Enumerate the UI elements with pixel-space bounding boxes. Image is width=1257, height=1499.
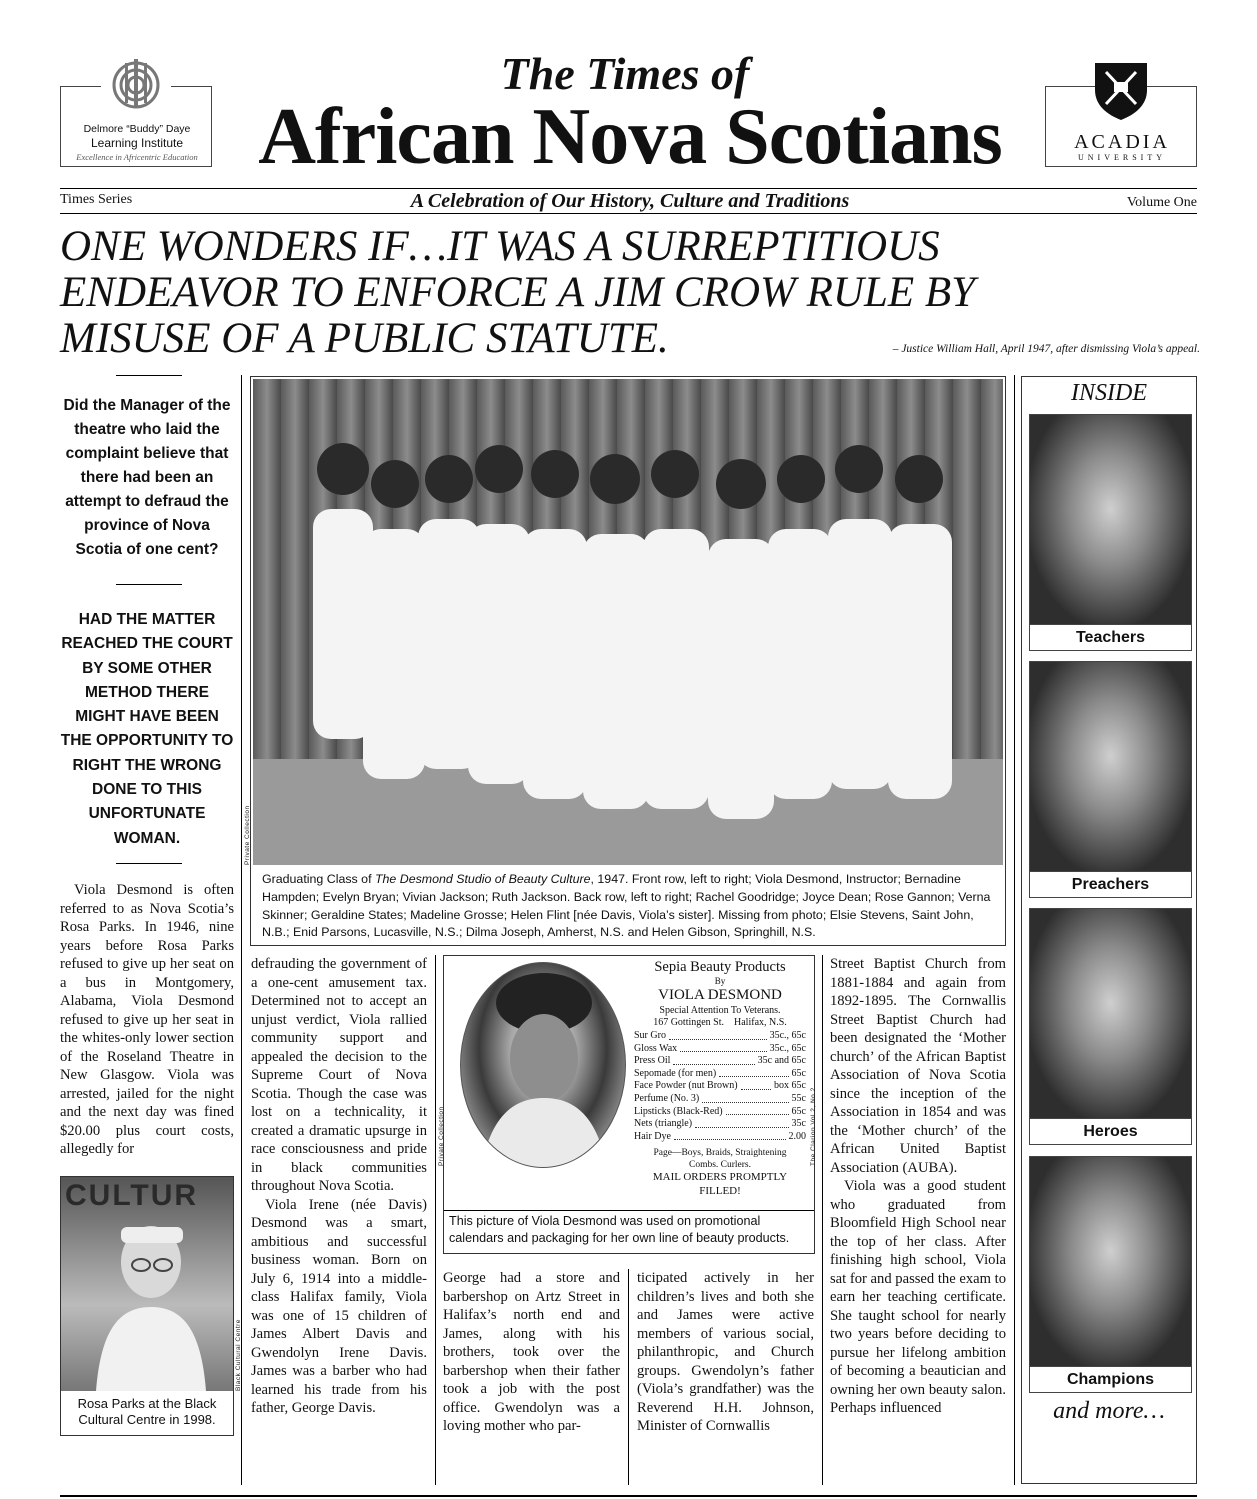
col1-paragraph: Viola Desmond is often referred to as Nova Scotia’s Rosa Parks. In 1946, nine years before Rosa Parks refused to give up her seat on a bus in Montgomery, Alabama, Viola Desmond refused to give up her seat in the whites-only lower section of the Roseland Theatre in New Glasgow. Viola was arrested, jailed for the night and the next day was fined $20.00 plus court costs, allegedly for [60, 882, 234, 1157]
price-item-name: Press Oil [634, 1055, 671, 1067]
price-row [634, 1080, 806, 1093]
price-item-name: Gloss Wax [634, 1042, 678, 1054]
ad-caption: This picture of Viola Desmond was used on promotional calendars and packaging for her own line of beauty products. [449, 1214, 790, 1245]
col-divider-3 [628, 1269, 629, 1485]
masthead-subtitle: A Celebration of Our History, Culture and Traditions [410, 190, 850, 212]
price-leader-dots [674, 1131, 786, 1141]
ad-special: Special Attention To Veterans. [659, 1005, 781, 1016]
price-item-name: Face Powder (nut Brown) [634, 1080, 738, 1092]
ad-by: By [714, 976, 726, 986]
col5-paragraph-2: Viola was a good student who graduated from Bloomfield High School near the top of her class. After finishing high school, Viola sat for and passed the exam to earn her teaching certificate. She taught school for nearly two years before deciding to pursue her lifelong ambition of becoming a beautician and owning her own beauty salon. Perhaps influenced [830, 1178, 1006, 1416]
caption-pre: Graduating Class of [262, 872, 375, 886]
price-leader-dots [719, 1068, 788, 1078]
inside-item-label: Preachers [1071, 876, 1150, 893]
col-divider-5 [1014, 375, 1015, 1485]
series-label: Times Series [60, 192, 133, 207]
ad-extras: Page—Boys, Braids, Straightening Combs. Curlers. [653, 1148, 787, 1171]
price-row [634, 1043, 806, 1056]
headline-line3: MISUSE OF A PUBLIC STATUTE. [60, 315, 669, 362]
hero-photo [1030, 909, 1191, 1119]
rosa-parks-caption: Rosa Parks at the Black Cultural Centre in 1998. [77, 1396, 217, 1427]
price-leader-dots [669, 1030, 767, 1040]
price-item-price: 35c and 65c [757, 1055, 806, 1067]
price-item-name: Perfume (No. 3) [634, 1092, 700, 1104]
col5-text [830, 955, 1006, 1483]
col-divider-4 [822, 955, 823, 1485]
pullquote-rule-1 [116, 375, 182, 376]
rosa-parks-box [60, 1176, 242, 1436]
masthead-rule-top [60, 188, 1197, 189]
col3-paragraph: George had a store and barbershop on Artz Street in Halifax’s north end and James, along with his brothers, took over the barbershop when their father took a job with the post office. Gwendolyn was a loving mother who par- [443, 1270, 620, 1434]
volume-label: Volume One [1126, 195, 1197, 210]
acadia-shield-icon [1092, 60, 1150, 122]
institute-tagline: Excellence in Africentric Education [76, 152, 198, 162]
masthead-title: African Nova Scotians [258, 93, 1002, 181]
price-row [634, 1106, 806, 1119]
ad-box [438, 955, 817, 1254]
price-row [634, 1093, 806, 1106]
rosa-parks-figure-icon [91, 1207, 211, 1391]
ad-caption-rule [444, 1210, 814, 1211]
price-item-name: Lipsticks (Black-Red) [634, 1105, 723, 1117]
pullquote-rule-3 [116, 863, 182, 864]
inside-item-label: Heroes [1083, 1123, 1138, 1140]
price-item-price: 35c., 65c [769, 1030, 806, 1041]
price-list [634, 1030, 806, 1143]
price-row [634, 1055, 806, 1068]
ad-address: 167 Gottingen St. Halifax, N.S. [653, 1017, 787, 1028]
viola-portrait-figure-icon [461, 963, 626, 1168]
rosa-photo-credit: Black Cultural Centre [235, 1319, 242, 1391]
col2-paragraph-1: defrauding the government of a one-cent amusement tax. Determined not to accept an unjust verdict, Viola rallied community support and appealed the decision to the Supreme Court of Nova Scotia. Though the case was lost on a technicality, it created a dramatic upsurge in race consciousness and pride in black communities throughout Nova Scotia. [251, 956, 427, 1194]
institute-name-line1: Delmore “Buddy” Daye [83, 123, 191, 135]
acadia-name: ACADIA [1074, 131, 1170, 153]
sepia-ad [634, 958, 806, 1198]
pullquote-2: HAD THE MATTER REACHED THE COURT BY SOME OTHER METHOD THERE MIGHT HAVE BEEN THE OPPORTUNITY TO RIGHT THE WRONG DONE TO THIS UNFORTUNATE WOMAN. [60, 611, 234, 847]
champion-photo [1030, 1157, 1191, 1367]
main-photo-box [244, 376, 1006, 946]
caption-italic: The Desmond Studio of Beauty Culture [374, 872, 591, 886]
caption-post: , 1947. Front row, left to right; Viola Desmond, Instructor; Bernadine Hampden; Evelyn Bryan; Vivian Jackson; Ruth Jackson. Back row, left to right; Rachel Goodridge; Joyce Dean; Rose Gannon; Verna Skinner; Geraldine States; Madeline Grosse; Helen Flint [née Davis, Viola’s sister]. Missing from photo; Elsie Stevens, Saint John, N.B.; Enid Parsons, Lucasville, N.S.; Dilma Joseph, Amherst, N.S. and Helen Gibson, Springhill, N.S. [262, 872, 991, 940]
inside-title: INSIDE [1071, 380, 1147, 406]
price-leader-dots [741, 1080, 771, 1090]
inside-item-preachers[interactable] [1029, 661, 1192, 898]
price-row [634, 1068, 806, 1081]
price-leader-dots [673, 1055, 754, 1065]
col5-paragraph-1: Street Baptist Church from 1881-1884 and again from 1892-1895. The Cornwallis Street Baptist Church had been designated the ‘Mother church’ of the African Baptist Association of Nova Scotia since the inception of the Association in 1854 and was the ‘Mother church’ of the African United Baptist Association (AUBA). [830, 956, 1006, 1176]
pullquote-rule-2 [116, 584, 182, 585]
acadia-sub: UNIVERSITY [1078, 153, 1166, 162]
graduating-class-figures-icon [253, 379, 1003, 865]
price-item-name: Hair Dye [634, 1130, 671, 1142]
masthead-top-line: The Times of [500, 48, 750, 99]
price-leader-dots [695, 1118, 789, 1128]
masthead-rule-bottom [60, 213, 1197, 214]
price-item-name: Sur Gro [634, 1030, 666, 1041]
viola-portrait [460, 962, 626, 1168]
price-item-price: 65c [791, 1067, 806, 1079]
logo-right [1045, 86, 1197, 167]
price-row [634, 1118, 806, 1131]
col2-text [251, 955, 427, 1483]
price-leader-dots [702, 1093, 788, 1103]
inside-item-champions[interactable] [1029, 1156, 1192, 1393]
ad-credit: The Clarion Vol 2, No 2 [810, 1087, 817, 1166]
price-item-price: 35c [791, 1118, 806, 1130]
institute-name-line2: Learning Institute [90, 136, 184, 150]
preacher-photo [1030, 662, 1191, 872]
teacher-photo [1030, 415, 1191, 625]
ad-title: Sepia Beauty Products [654, 959, 786, 975]
ad-name: VIOLA DESMOND [658, 987, 782, 1003]
col2-paragraph-2: Viola Irene (née Davis) Desmond was a smart, ambitious and successful business woman. Born on July 6, 1914 into a middle-class Halifax family, Viola was one of 15 children of James Albert Davis and Gwendolyn Irene Davis. James was a barber who had learned his trade from his father, George Davis. [251, 1196, 427, 1416]
price-row [634, 1131, 806, 1144]
main-photo-caption [262, 871, 1002, 942]
ad-mail-orders: MAIL ORDERS PROMPTLY FILLED! [652, 1171, 788, 1197]
price-row [634, 1030, 806, 1043]
price-item-name: Sepomade (for men) [634, 1067, 717, 1079]
institute-logo-icon [101, 55, 171, 111]
price-item-price: box 65c [774, 1080, 806, 1092]
graduating-class-photo [253, 379, 1003, 865]
inside-item-label: Champions [1066, 1371, 1155, 1388]
main-photo-credit: Private Collection [244, 805, 251, 865]
col-divider-2 [435, 955, 436, 1485]
price-item-price: 65c [791, 1105, 806, 1117]
headline-line2: ENDEAVOR TO ENFORCE A JIM CROW RULE BY [60, 269, 976, 316]
page-bottom-rule [60, 1495, 1197, 1497]
col1-text [60, 881, 234, 1161]
inside-item-label: Teachers [1075, 629, 1146, 646]
price-leader-dots [726, 1106, 789, 1116]
col4-text [637, 1269, 814, 1483]
inside-item-teachers[interactable] [1029, 414, 1192, 651]
rosa-parks-photo [61, 1177, 233, 1391]
price-leader-dots [680, 1043, 766, 1053]
headline-line1: ONE WONDERS IF…IT WAS A SURREPTITIOUS [60, 223, 940, 270]
pullquote-1: Did the Manager of the theatre who laid the complaint believe that there had been an attempt to defraud the province of Nova Scotia of one cent? [63, 397, 231, 558]
headline-attribution: – Justice William Hall, April 1947, after dismissing Viola’s appeal. [892, 343, 1200, 355]
price-item-price: 2.00 [788, 1130, 806, 1142]
price-item-name: Nets (triangle) [634, 1118, 693, 1130]
col3-text [443, 1269, 620, 1483]
photo-sign-text: CULTUR [65, 1179, 199, 1212]
logo-left [60, 86, 212, 167]
col4-paragraph: ticipated actively in her children’s lives and both she and James were active members of various social, philanthropic, and Church groups. Gwendolyn’s father (Viola’s grandfather) was the Reverend H.H. Johnson, Minister of Cornwallis [637, 1270, 814, 1434]
price-item-price: 55c [791, 1092, 806, 1104]
portrait-credit: Private Collection [438, 1106, 445, 1166]
inside-item-heroes[interactable] [1029, 908, 1192, 1145]
price-item-price: 35c., 65c [769, 1042, 806, 1054]
inside-more: and more… [1053, 1398, 1165, 1424]
